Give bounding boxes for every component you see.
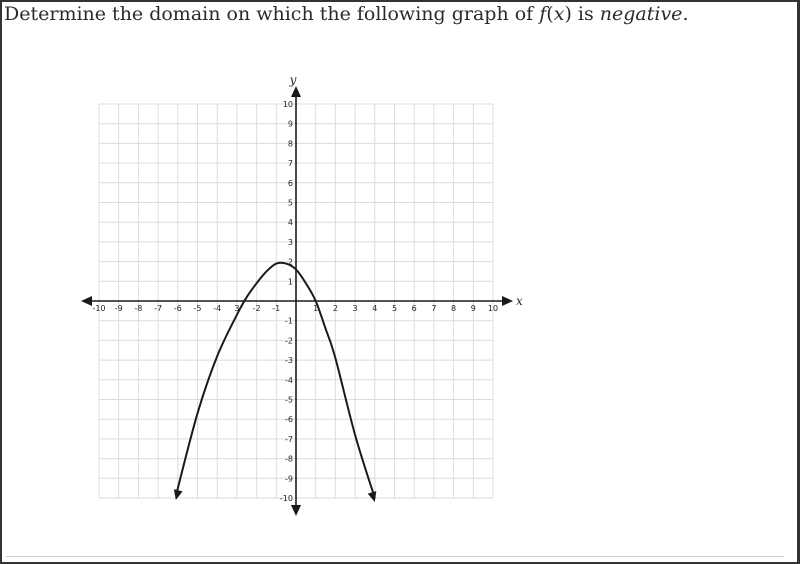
y-tick-label: 8 bbox=[287, 139, 293, 149]
question-emphasis: negative bbox=[599, 3, 683, 25]
x-tick-label: 1 bbox=[313, 304, 319, 313]
x-tick-label: 5 bbox=[391, 304, 398, 313]
y-tick-label: 6 bbox=[287, 178, 293, 188]
y-tick-label: 3 bbox=[287, 237, 293, 247]
x-tick-label: -8 bbox=[134, 304, 143, 313]
y-tick-label: 5 bbox=[287, 198, 293, 208]
x-tick-label: -4 bbox=[213, 304, 222, 313]
y-axis-label: y bbox=[289, 73, 297, 87]
y-tick-label: -3 bbox=[285, 356, 293, 366]
y-tick-label: -6 bbox=[285, 415, 293, 425]
y-tick-label: 2 bbox=[287, 257, 293, 267]
x-tick-label: -7 bbox=[154, 304, 163, 313]
y-tick-label: -5 bbox=[285, 395, 293, 405]
question-open-paren: ( bbox=[546, 3, 554, 25]
x-tick-label: 2 bbox=[332, 304, 338, 313]
y-axis-arrow-bottom bbox=[291, 505, 301, 516]
x-tick-label: 6 bbox=[411, 304, 417, 313]
y-tick-label: -1 bbox=[285, 316, 293, 326]
question-variable: x bbox=[553, 3, 565, 25]
question-middle: is bbox=[571, 3, 600, 25]
question-close-paren: ) bbox=[564, 3, 572, 25]
y-axis-arrow-top bbox=[291, 86, 301, 97]
y-tick-label: -4 bbox=[285, 375, 293, 385]
y-tick-label: 4 bbox=[287, 218, 293, 228]
x-tick-label: -2 bbox=[252, 304, 261, 313]
x-tick-label: -9 bbox=[114, 304, 123, 313]
bottom-divider bbox=[6, 556, 784, 557]
x-tick-label: -6 bbox=[173, 304, 182, 313]
question-function: f bbox=[539, 3, 547, 25]
x-tick-label: 8 bbox=[451, 304, 457, 313]
y-tick-label: 1 bbox=[287, 277, 293, 287]
x-tick-label: -5 bbox=[193, 304, 202, 313]
function-curve bbox=[173, 263, 378, 498]
y-tick-label: 10 bbox=[282, 100, 293, 109]
x-axis-arrow-right bbox=[502, 296, 513, 306]
x-tick-label: 10 bbox=[487, 304, 499, 313]
y-tick-label: -7 bbox=[285, 434, 293, 444]
y-tick-label: -10 bbox=[279, 494, 293, 503]
y-tick-label: -8 bbox=[285, 454, 293, 464]
x-tick-label: 9 bbox=[470, 304, 476, 313]
y-tick-label: 9 bbox=[287, 119, 293, 129]
x-tick-label: 3 bbox=[352, 304, 358, 313]
y-tick-label: 7 bbox=[287, 159, 293, 169]
x-axis-label: x bbox=[516, 294, 523, 308]
x-tick-label: 7 bbox=[431, 304, 437, 313]
question-suffix: . bbox=[682, 3, 689, 25]
x-tick-label: 3 bbox=[234, 304, 240, 313]
x-axis-arrow-left bbox=[81, 296, 92, 306]
y-tick-label: -9 bbox=[285, 474, 293, 484]
x-tick-label: 4 bbox=[372, 304, 378, 313]
x-tick-label: -1 bbox=[272, 304, 281, 313]
question-prefix: Determine the domain on which the following graph of bbox=[4, 3, 540, 25]
x-tick-label: -10 bbox=[92, 304, 106, 313]
y-tick-label: -2 bbox=[285, 336, 293, 346]
curve-arrow-right bbox=[368, 491, 377, 502]
